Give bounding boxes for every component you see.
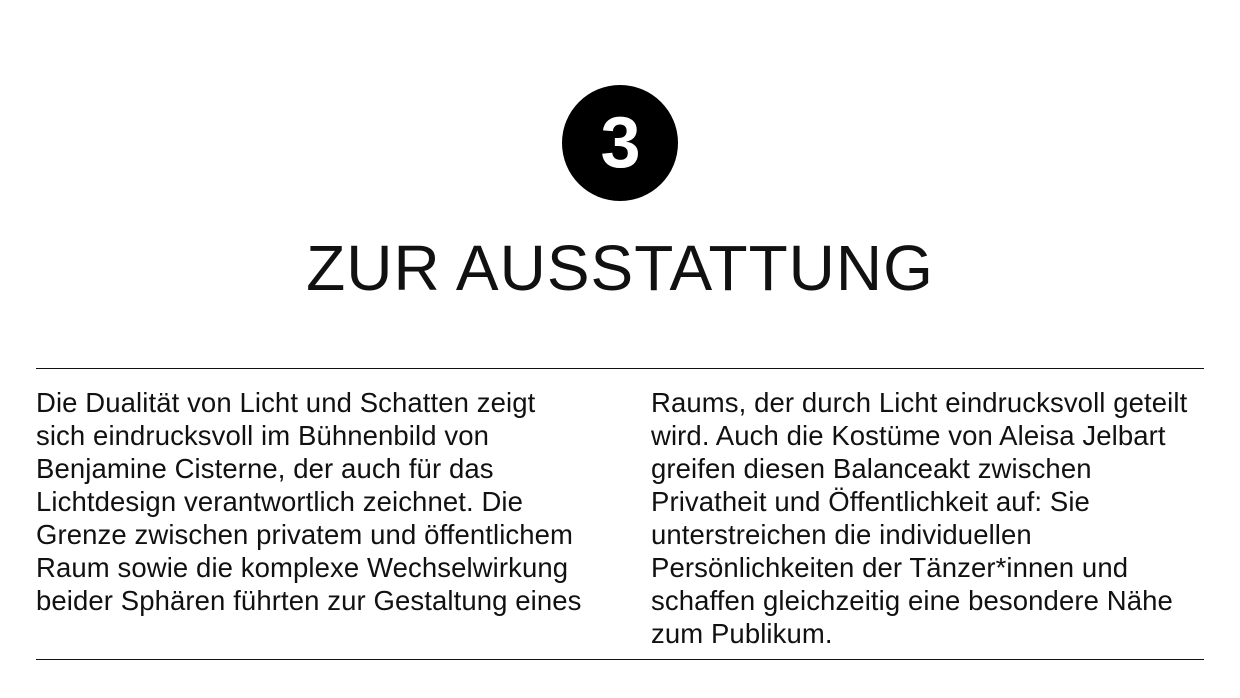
body-text-right: Raums, der durch Licht eindrucksvoll geteilt wird. Auch die Kostüme von Aleisa Jelbart greifen diesen Balanceakt zwischen Privatheit und Öffentlichkeit auf: Sie unterstreichen die individuellen Persönlichkeiten der Tänzer*innen und schaffen gleichzeitig eine besondere Nähe zum Publikum. [651, 387, 1188, 649]
divider-top [36, 368, 1204, 369]
body-columns [36, 386, 1204, 650]
body-column-right [651, 386, 1204, 650]
body-column-left [36, 386, 589, 650]
section-number-wrapper [0, 0, 1240, 201]
section-number-badge: 3 [562, 85, 678, 201]
page-title: ZUR AUSSTATTUNG [306, 232, 934, 304]
body-text-left: Die Dualität von Licht und Schatten zeigt sich eindrucksvoll im Bühnenbild von Benjamine Cisterne, der auch für das Lichtdesign verantwortlich zeichnet. Die Grenze zwischen privatem und öffentlichem Raum sowie die komplexe Wechselwirkung beider Sphären führten zur Gestaltung eines [36, 387, 582, 616]
divider-bottom [36, 659, 1204, 660]
